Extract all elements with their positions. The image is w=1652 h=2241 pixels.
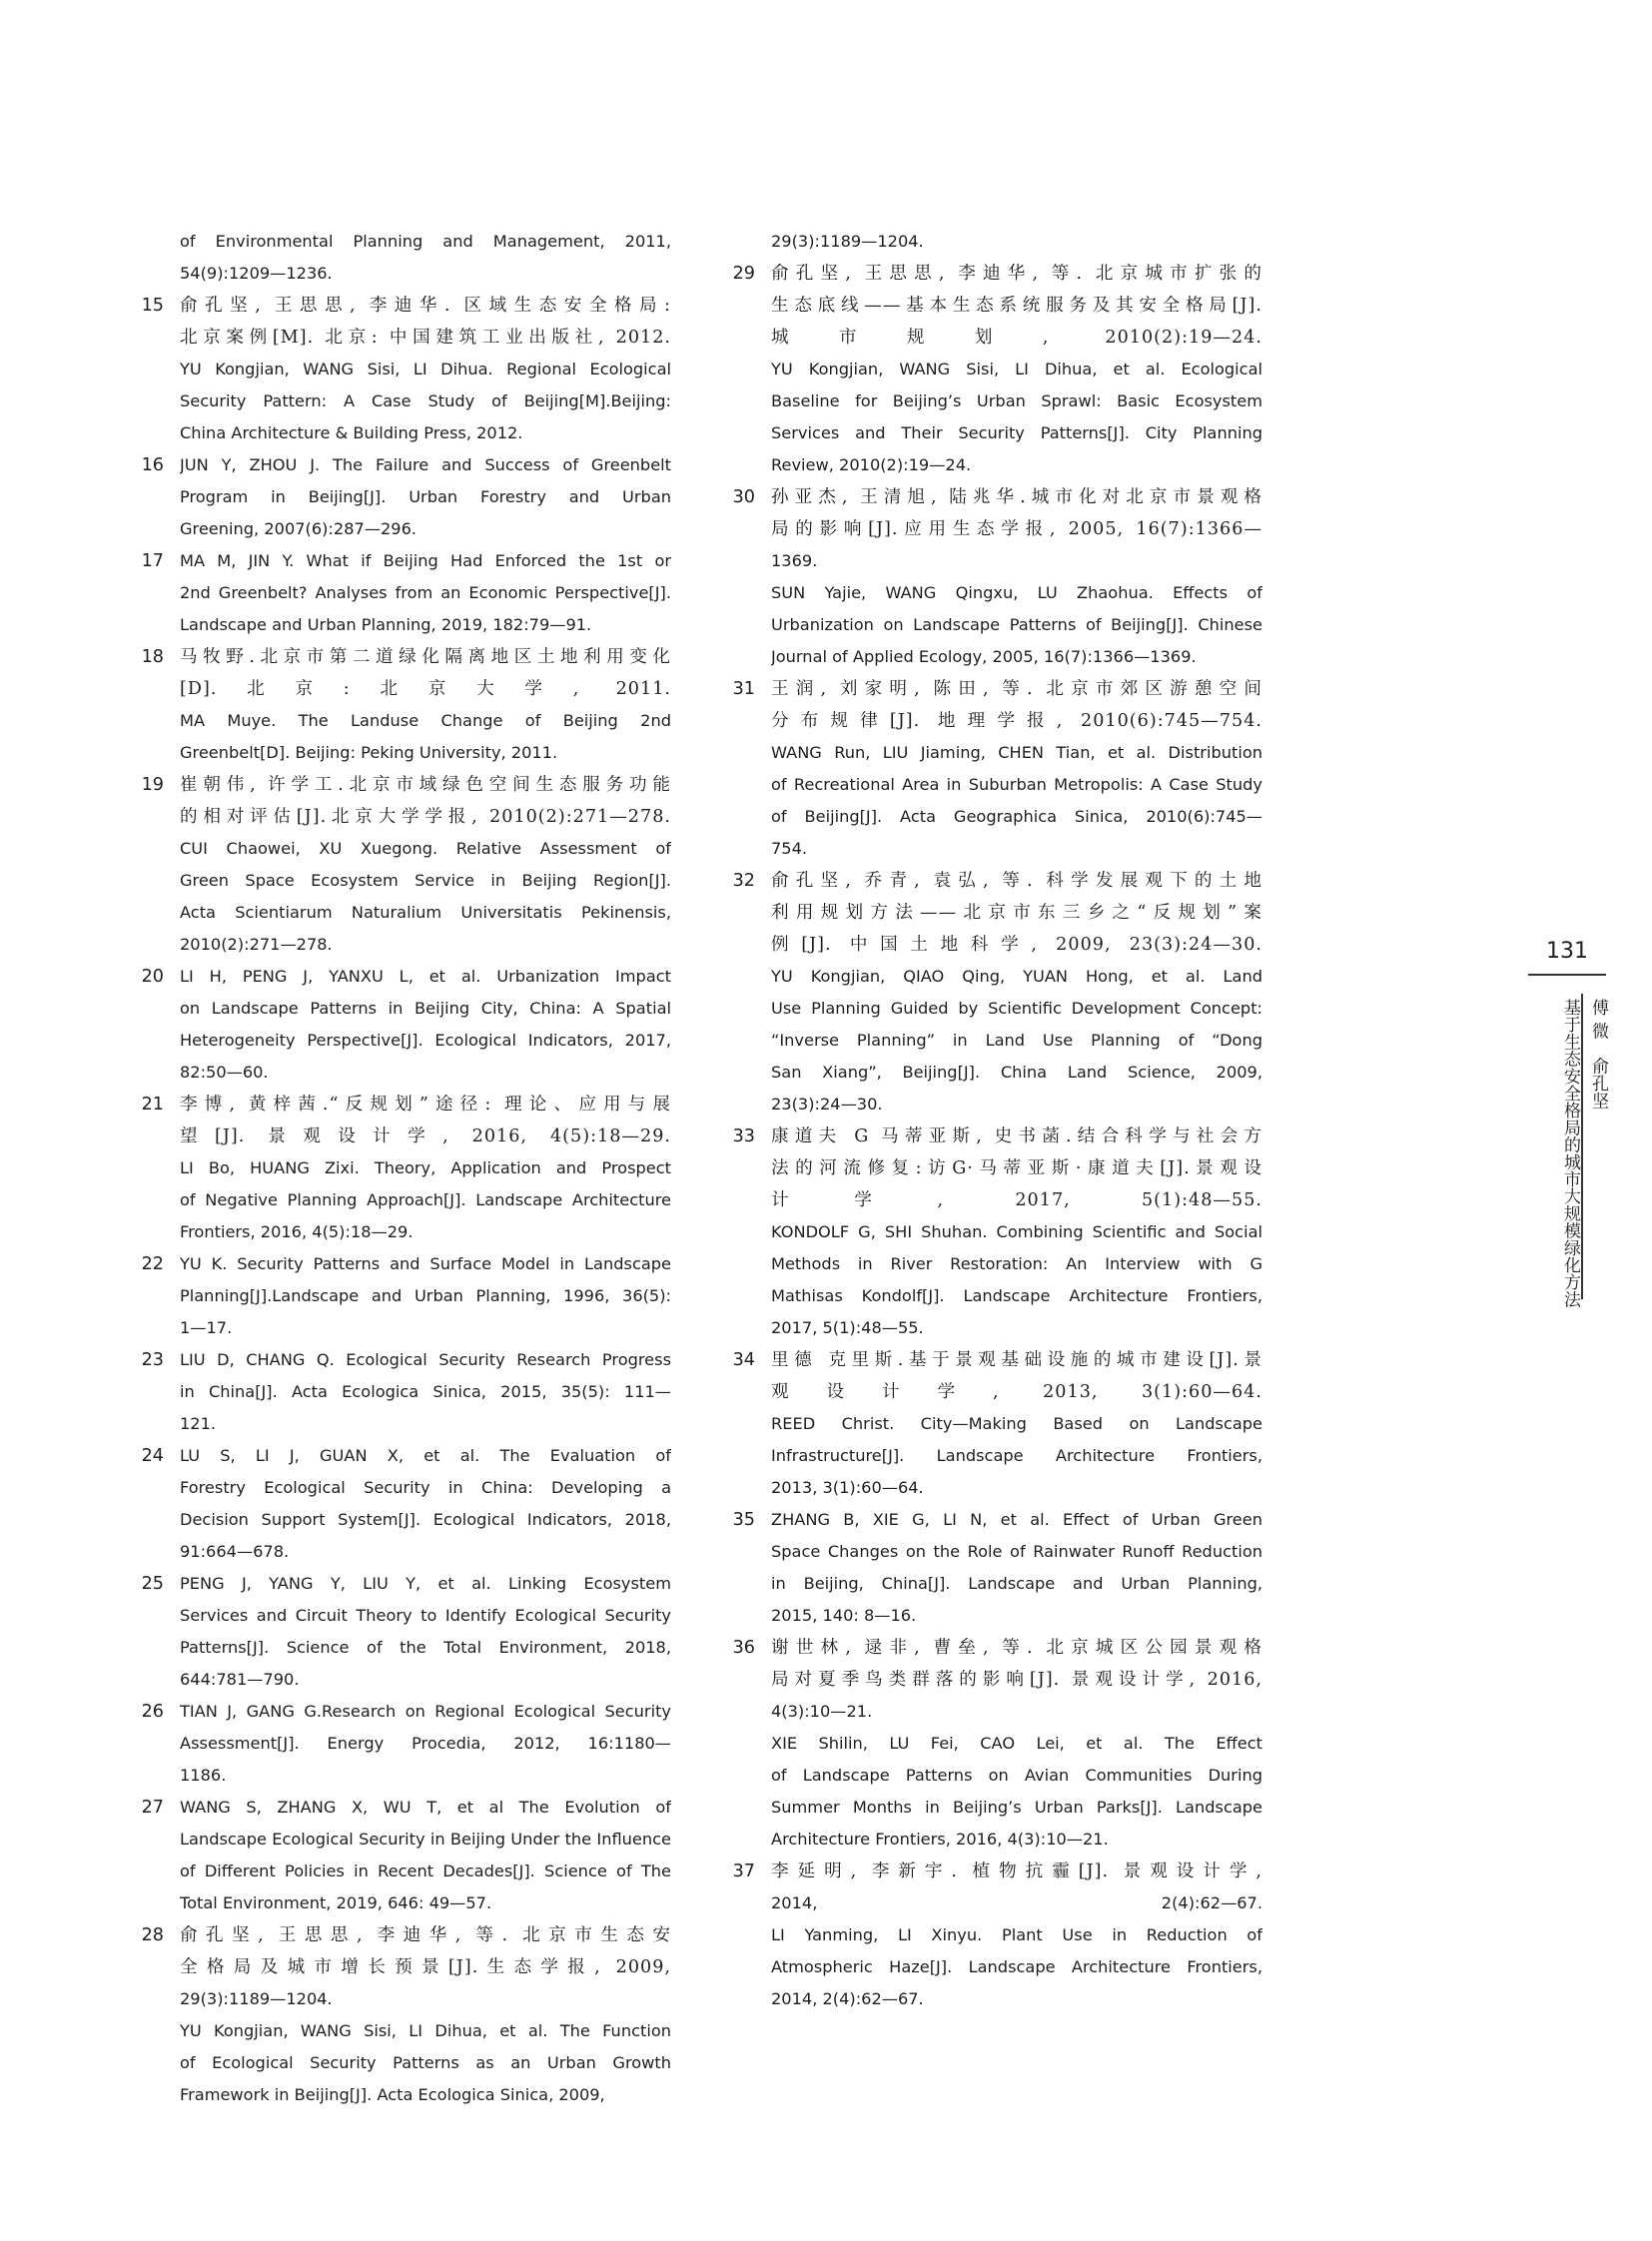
- reference-line: 俞孔坚, 王思思, 李迪华, 等. 北京市生态安: [180, 1925, 671, 1945]
- page-number: 131: [1546, 939, 1588, 964]
- reference-item: [136, 1440, 671, 1568]
- reference-line: 754.: [771, 839, 808, 858]
- reference-line: YU Kongjian, QIAO Qing, YUAN Hong, et al. Land: [771, 967, 1262, 986]
- reference-item: [136, 1696, 671, 1792]
- reference-item: [727, 481, 1262, 673]
- reference-line: on Landscape Patterns in Beijing City, China: A Spatial: [180, 999, 671, 1018]
- reference-line: 82:50—60.: [180, 1063, 269, 1082]
- reference-line: Greening, 2007(6):287—296.: [180, 519, 417, 538]
- reference-line: China Architecture & Building Press, 2012.: [180, 423, 523, 442]
- reference-line: 1—17.: [180, 1318, 233, 1337]
- reference-line: 里德 克里斯.基于景观基础设施的城市建设[J].景: [771, 1350, 1262, 1370]
- reference-item: [136, 1919, 671, 2111]
- reference-line: 54(9):1209—1236.: [180, 264, 333, 283]
- reference-line: TIAN J, GANG G.Research on Regional Ecological Security: [180, 1702, 671, 1721]
- reference-item: [727, 1856, 1262, 2015]
- reference-line: 俞孔坚, 乔青, 袁弘, 等. 科学发展观下的土地: [771, 871, 1262, 891]
- reference-line: JUN Y, ZHOU J. The Failure and Success of Greenbelt: [180, 455, 671, 474]
- reference-column-left: [136, 226, 671, 2111]
- reference-line: YU Kongjian, WANG Sisi, LI Dihua, et al. Ecological: [771, 360, 1262, 378]
- reference-line: YU K. Security Patterns and Surface Model in Landscape: [180, 1254, 671, 1273]
- reference-item: [136, 769, 671, 961]
- reference-line: Services and Circuit Theory to Identify Ecological Security: [180, 1606, 671, 1625]
- reference-number: 17: [141, 551, 164, 571]
- reference-line: Framework in Beijing[J]. Acta Ecologica Sinica, 2009,: [180, 2085, 605, 2104]
- reference-line: 望[J]. 景观设计学, 2016, 4(5):18—29.: [180, 1126, 671, 1146]
- reference-line: 谢世林, 逯非, 曹垒, 等. 北京城区公园景观格: [771, 1638, 1262, 1658]
- reference-line: 利用规划方法——北京市东三乡之“反规划”案: [771, 903, 1262, 923]
- reference-line: Mathisas Kondolf[J]. Landscape Architecture Frontiers,: [771, 1286, 1262, 1305]
- reference-line: ZHANG B, XIE G, LI N, et al. Effect of Urban Green: [771, 1510, 1262, 1529]
- reference-number: 26: [141, 1702, 164, 1722]
- reference-line: Methods in River Restoration: An Interview with G: [771, 1254, 1262, 1273]
- reference-item: [727, 1504, 1262, 1632]
- reference-number: 31: [732, 679, 755, 699]
- reference-line: Greenbelt[D]. Beijing: Peking University, 2011.: [180, 743, 558, 762]
- reference-line: 例[J]. 中国土地科学, 2009, 23(3):24—30.: [771, 935, 1262, 955]
- reference-item: [136, 1248, 671, 1344]
- reference-item: [136, 641, 671, 769]
- reference-item: [727, 1344, 1262, 1504]
- reference-line: Architecture Frontiers, 2016, 4(3):10—21.: [771, 1830, 1109, 1849]
- reference-item: [727, 673, 1262, 865]
- reference-line: 29(3):1189—1204.: [771, 232, 924, 251]
- reference-line: 644:781—790.: [180, 1670, 300, 1689]
- reference-line: in Beijing, China[J]. Landscape and Urban Planning,: [771, 1574, 1262, 1593]
- reference-number: 36: [732, 1638, 755, 1658]
- reference-item: [727, 865, 1262, 1120]
- reference-line: Landscape Ecological Security in Beijing Under the Influence: [180, 1830, 671, 1849]
- reference-line: 俞孔坚, 王思思, 李迪华. 区域生态安全格局:: [180, 296, 671, 316]
- running-title: 基于生态安全格局的城市大规模绿化方法: [1560, 999, 1580, 1308]
- reference-line: Urbanization on Landscape Patterns of Beijing[J]. Chinese: [771, 615, 1262, 634]
- reference-number: 33: [732, 1126, 755, 1146]
- reference-line: XIE Shilin, LU Fei, CAO Lei, et al. The Effect: [771, 1734, 1262, 1753]
- reference-line: YU Kongjian, WANG Sisi, LI Dihua, et al. The Function: [180, 2021, 671, 2040]
- reference-line: LI Yanming, LI Xinyu. Plant Use in Reduction of: [771, 1925, 1262, 1944]
- reference-number: 27: [141, 1798, 164, 1818]
- reference-line: 121.: [180, 1414, 217, 1433]
- reference-line: PENG J, YANG Y, LIU Y, et al. Linking Ecosystem: [180, 1574, 671, 1593]
- reference-line: YU Kongjian, WANG Sisi, LI Dihua. Regional Ecological: [180, 360, 671, 378]
- page-number-rule: [1528, 974, 1606, 976]
- reference-number: 21: [141, 1095, 164, 1115]
- reference-line: 观设计学, 2013, 3(1):60—64.: [771, 1382, 1262, 1402]
- reference-line: 91:664—678.: [180, 1542, 290, 1561]
- reference-line: Review, 2010(2):19—24.: [771, 455, 972, 474]
- reference-number: 30: [732, 487, 755, 507]
- reference-line: WANG S, ZHANG X, WU T, et al The Evolution of: [180, 1798, 671, 1817]
- reference-number: 34: [732, 1350, 755, 1370]
- reference-line: Landscape and Urban Planning, 2019, 182:79—91.: [180, 615, 592, 634]
- reference-number: 37: [732, 1862, 755, 1881]
- reference-number: 32: [732, 871, 755, 891]
- reference-line: REED Christ. City—Making Based on Landscape: [771, 1414, 1262, 1433]
- reference-line: LIU D, CHANG Q. Ecological Security Research Progress: [180, 1350, 671, 1369]
- reference-number: 20: [141, 967, 164, 987]
- reference-number: 19: [141, 775, 164, 795]
- reference-line: 2015, 140: 8—16.: [771, 1606, 917, 1625]
- reference-item: [136, 1568, 671, 1696]
- reference-line: “Inverse Planning” in Land Use Planning of “Dong: [771, 1031, 1262, 1050]
- reference-line: 2017, 5(1):48—55.: [771, 1318, 924, 1337]
- reference-line: Patterns[J]. Science of the Total Environment, 2018,: [180, 1638, 671, 1657]
- reference-number: 29: [732, 264, 755, 284]
- reference-number: 28: [141, 1925, 164, 1945]
- reference-line: [D].北京:北京大学, 2011.: [180, 679, 671, 699]
- reference-line: 计学, 2017, 5(1):48—55.: [771, 1190, 1262, 1210]
- reference-item: [136, 545, 671, 641]
- reference-number: 35: [732, 1510, 755, 1530]
- reference-line: 2014, 2(4):62—67.: [771, 1989, 924, 2008]
- reference-line: Green Space Ecosystem Service in Beijing Region[J].: [180, 871, 671, 890]
- reference-item: [136, 449, 671, 545]
- reference-line: MA Muye. The Landuse Change of Beijing 2nd: [180, 711, 671, 730]
- reference-line: 局对夏季鸟类群落的影响[J]. 景观设计学, 2016,: [771, 1670, 1262, 1690]
- reference-line: LI Bo, HUANG Zixi. Theory, Application and Prospect: [180, 1158, 671, 1177]
- reference-line: 局的影响[J].应用生态学报, 2005, 16(7):1366—: [771, 519, 1262, 539]
- reference-line: of Different Policies in Recent Decades[J]. Science of The: [180, 1862, 671, 1880]
- reference-number: 24: [141, 1446, 164, 1466]
- reference-line: Forestry Ecological Security in China: Developing a: [180, 1478, 671, 1497]
- reference-line: 2014, 2(4):62—67.: [771, 1893, 1262, 1912]
- reference-number: 22: [141, 1254, 164, 1274]
- reference-number: 18: [141, 647, 164, 667]
- reference-line: 2010(2):271—278.: [180, 935, 333, 954]
- reference-line: Acta Scientiarum Naturalium Universitatis Pekinensis,: [180, 903, 671, 922]
- reference-line: 1186.: [180, 1766, 227, 1785]
- reference-line: San Xiang”, Beijing[J]. China Land Science, 2009,: [771, 1063, 1262, 1082]
- reference-line: Infrastructure[J]. Landscape Architecture Frontiers,: [771, 1446, 1262, 1465]
- reference-line: Space Changes on the Role of Rainwater Runoff Reduction: [771, 1542, 1262, 1561]
- reference-line: in China[J]. Acta Ecologica Sinica, 2015, 35(5): 111—: [180, 1382, 671, 1401]
- running-authors: 傅 微 俞孔坚: [1588, 999, 1608, 1110]
- reference-number: 25: [141, 1574, 164, 1594]
- reference-line: 生态底线——基本生态系统服务及其安全格局[J].: [771, 296, 1262, 316]
- reference-line: of Recreational Area in Suburban Metropolis: A Case Study: [771, 775, 1262, 794]
- reference-line: 23(3):24—30.: [771, 1095, 883, 1114]
- reference-line: of Environmental Planning and Management, 2011,: [180, 232, 671, 251]
- reference-item: [136, 1089, 671, 1248]
- reference-line: Total Environment, 2019, 646: 49—57.: [180, 1893, 492, 1912]
- reference-line: LU S, LI J, GUAN X, et al. The Evaluation of: [180, 1446, 671, 1465]
- reference-line: of Beijing[J]. Acta Geographica Sinica, 2010(6):745—: [771, 807, 1262, 826]
- reference-line: 城市规划, 2010(2):19—24.: [771, 328, 1262, 348]
- reference-line: 孙亚杰, 王清旭, 陆兆华.城市化对北京市景观格: [771, 487, 1262, 507]
- reference-line: of Landscape Patterns on Avian Communities During: [771, 1766, 1262, 1785]
- reference-line: 全格局及城市增长预景[J].生态学报, 2009,: [180, 1957, 671, 1977]
- reference-item: [727, 1632, 1262, 1856]
- reference-line: Baseline for Beijing’s Urban Sprawl: Basic Ecosystem: [771, 391, 1262, 410]
- reference-line: MA M, JIN Y. What if Beijing Had Enforced the 1st or: [180, 551, 671, 570]
- reference-line: KONDOLF G, SHI Shuhan. Combining Scientific and Social: [771, 1222, 1262, 1241]
- reference-item: [727, 258, 1262, 481]
- reference-line: Assessment[J]. Energy Procedia, 2012, 16:1180—: [180, 1734, 671, 1753]
- reference-item: [136, 1344, 671, 1440]
- reference-line: SUN Yajie, WANG Qingxu, LU Zhaohua. Effects of: [771, 583, 1262, 602]
- reference-line: 的相对评估[J].北京大学学报, 2010(2):271—278.: [180, 807, 671, 827]
- reference-line: Atmospheric Haze[J]. Landscape Architecture Frontiers,: [771, 1957, 1262, 1976]
- reference-line: Summer Months in Beijing’s Urban Parks[J]. Landscape: [771, 1798, 1262, 1817]
- reference-line: 李博, 黄梓茜.“反规划”途径: 理论、应用与展: [180, 1095, 671, 1115]
- reference-line: Frontiers, 2016, 4(5):18—29.: [180, 1222, 413, 1241]
- reference-line: 康道夫 G 马蒂亚斯, 史书菡.结合科学与社会方: [771, 1126, 1262, 1146]
- reference-line: 俞孔坚, 王思思, 李迪华, 等. 北京城市扩张的: [771, 264, 1262, 284]
- reference-line: LI H, PENG J, YANXU L, et al. Urbanization Impact: [180, 967, 671, 986]
- reference-line: 2013, 3(1):60—64.: [771, 1478, 924, 1497]
- reference-item: [727, 1120, 1262, 1344]
- reference-line: Decision Support System[J]. Ecological Indicators, 2018,: [180, 1510, 671, 1529]
- reference-line: 2nd Greenbelt? Analyses from an Economic Perspective[J].: [180, 583, 671, 602]
- reference-line: Heterogeneity Perspective[J]. Ecological Indicators, 2017,: [180, 1031, 671, 1050]
- reference-item: [136, 961, 671, 1089]
- reference-line: CUI Chaowei, XU Xuegong. Relative Assessment of: [180, 839, 671, 858]
- reference-line: 王润, 刘家明, 陈田, 等. 北京市郊区游憩空间: [771, 679, 1262, 699]
- reference-line: 李延明, 李新宇. 植物抗霾[J]. 景观设计学,: [771, 1862, 1262, 1881]
- reference-item: [136, 290, 671, 449]
- reference-item: [136, 1792, 671, 1919]
- reference-line: Security Pattern: A Case Study of Beijing[M].Beijing:: [180, 391, 671, 410]
- reference-line: Journal of Applied Ecology, 2005, 16(7):1366—1369.: [771, 647, 1197, 666]
- reference-line: Program in Beijing[J]. Urban Forestry and Urban: [180, 487, 671, 506]
- reference-line: Planning[J].Landscape and Urban Planning, 1996, 36(5):: [180, 1286, 671, 1305]
- reference-column-right: [727, 226, 1262, 2015]
- reference-line: 法的河流修复:访G·马蒂亚斯·康道夫[J].景观设: [771, 1158, 1262, 1178]
- reference-line: 4(3):10—21.: [771, 1702, 873, 1721]
- reference-line: Use Planning Guided by Scientific Development Concept:: [771, 999, 1262, 1018]
- reference-line: of Ecological Security Patterns as an Urban Growth: [180, 2053, 671, 2072]
- reference-number: 23: [141, 1350, 164, 1370]
- reference-line: Services and Their Security Patterns[J]. City Planning: [771, 423, 1262, 442]
- reference-item: [727, 226, 1262, 258]
- reference-line: 分布规律[J]. 地理学报, 2010(6):745—754.: [771, 711, 1262, 731]
- reference-line: of Negative Planning Approach[J]. Landscape Architecture: [180, 1190, 671, 1209]
- reference-line: 马牧野.北京市第二道绿化隔离地区土地利用变化: [180, 647, 671, 667]
- reference-item: [136, 226, 671, 290]
- reference-number: 16: [141, 455, 164, 475]
- reference-line: 北京案例[M]. 北京: 中国建筑工业出版社, 2012.: [180, 328, 671, 348]
- reference-line: 崔朝伟, 许学工.北京市域绿色空间生态服务功能: [180, 775, 671, 795]
- reference-line: 1369.: [771, 551, 818, 570]
- reference-line: WANG Run, LIU Jiaming, CHEN Tian, et al. Distribution: [771, 743, 1262, 762]
- reference-number: 15: [141, 296, 164, 316]
- reference-line: 29(3):1189—1204.: [180, 1989, 333, 2008]
